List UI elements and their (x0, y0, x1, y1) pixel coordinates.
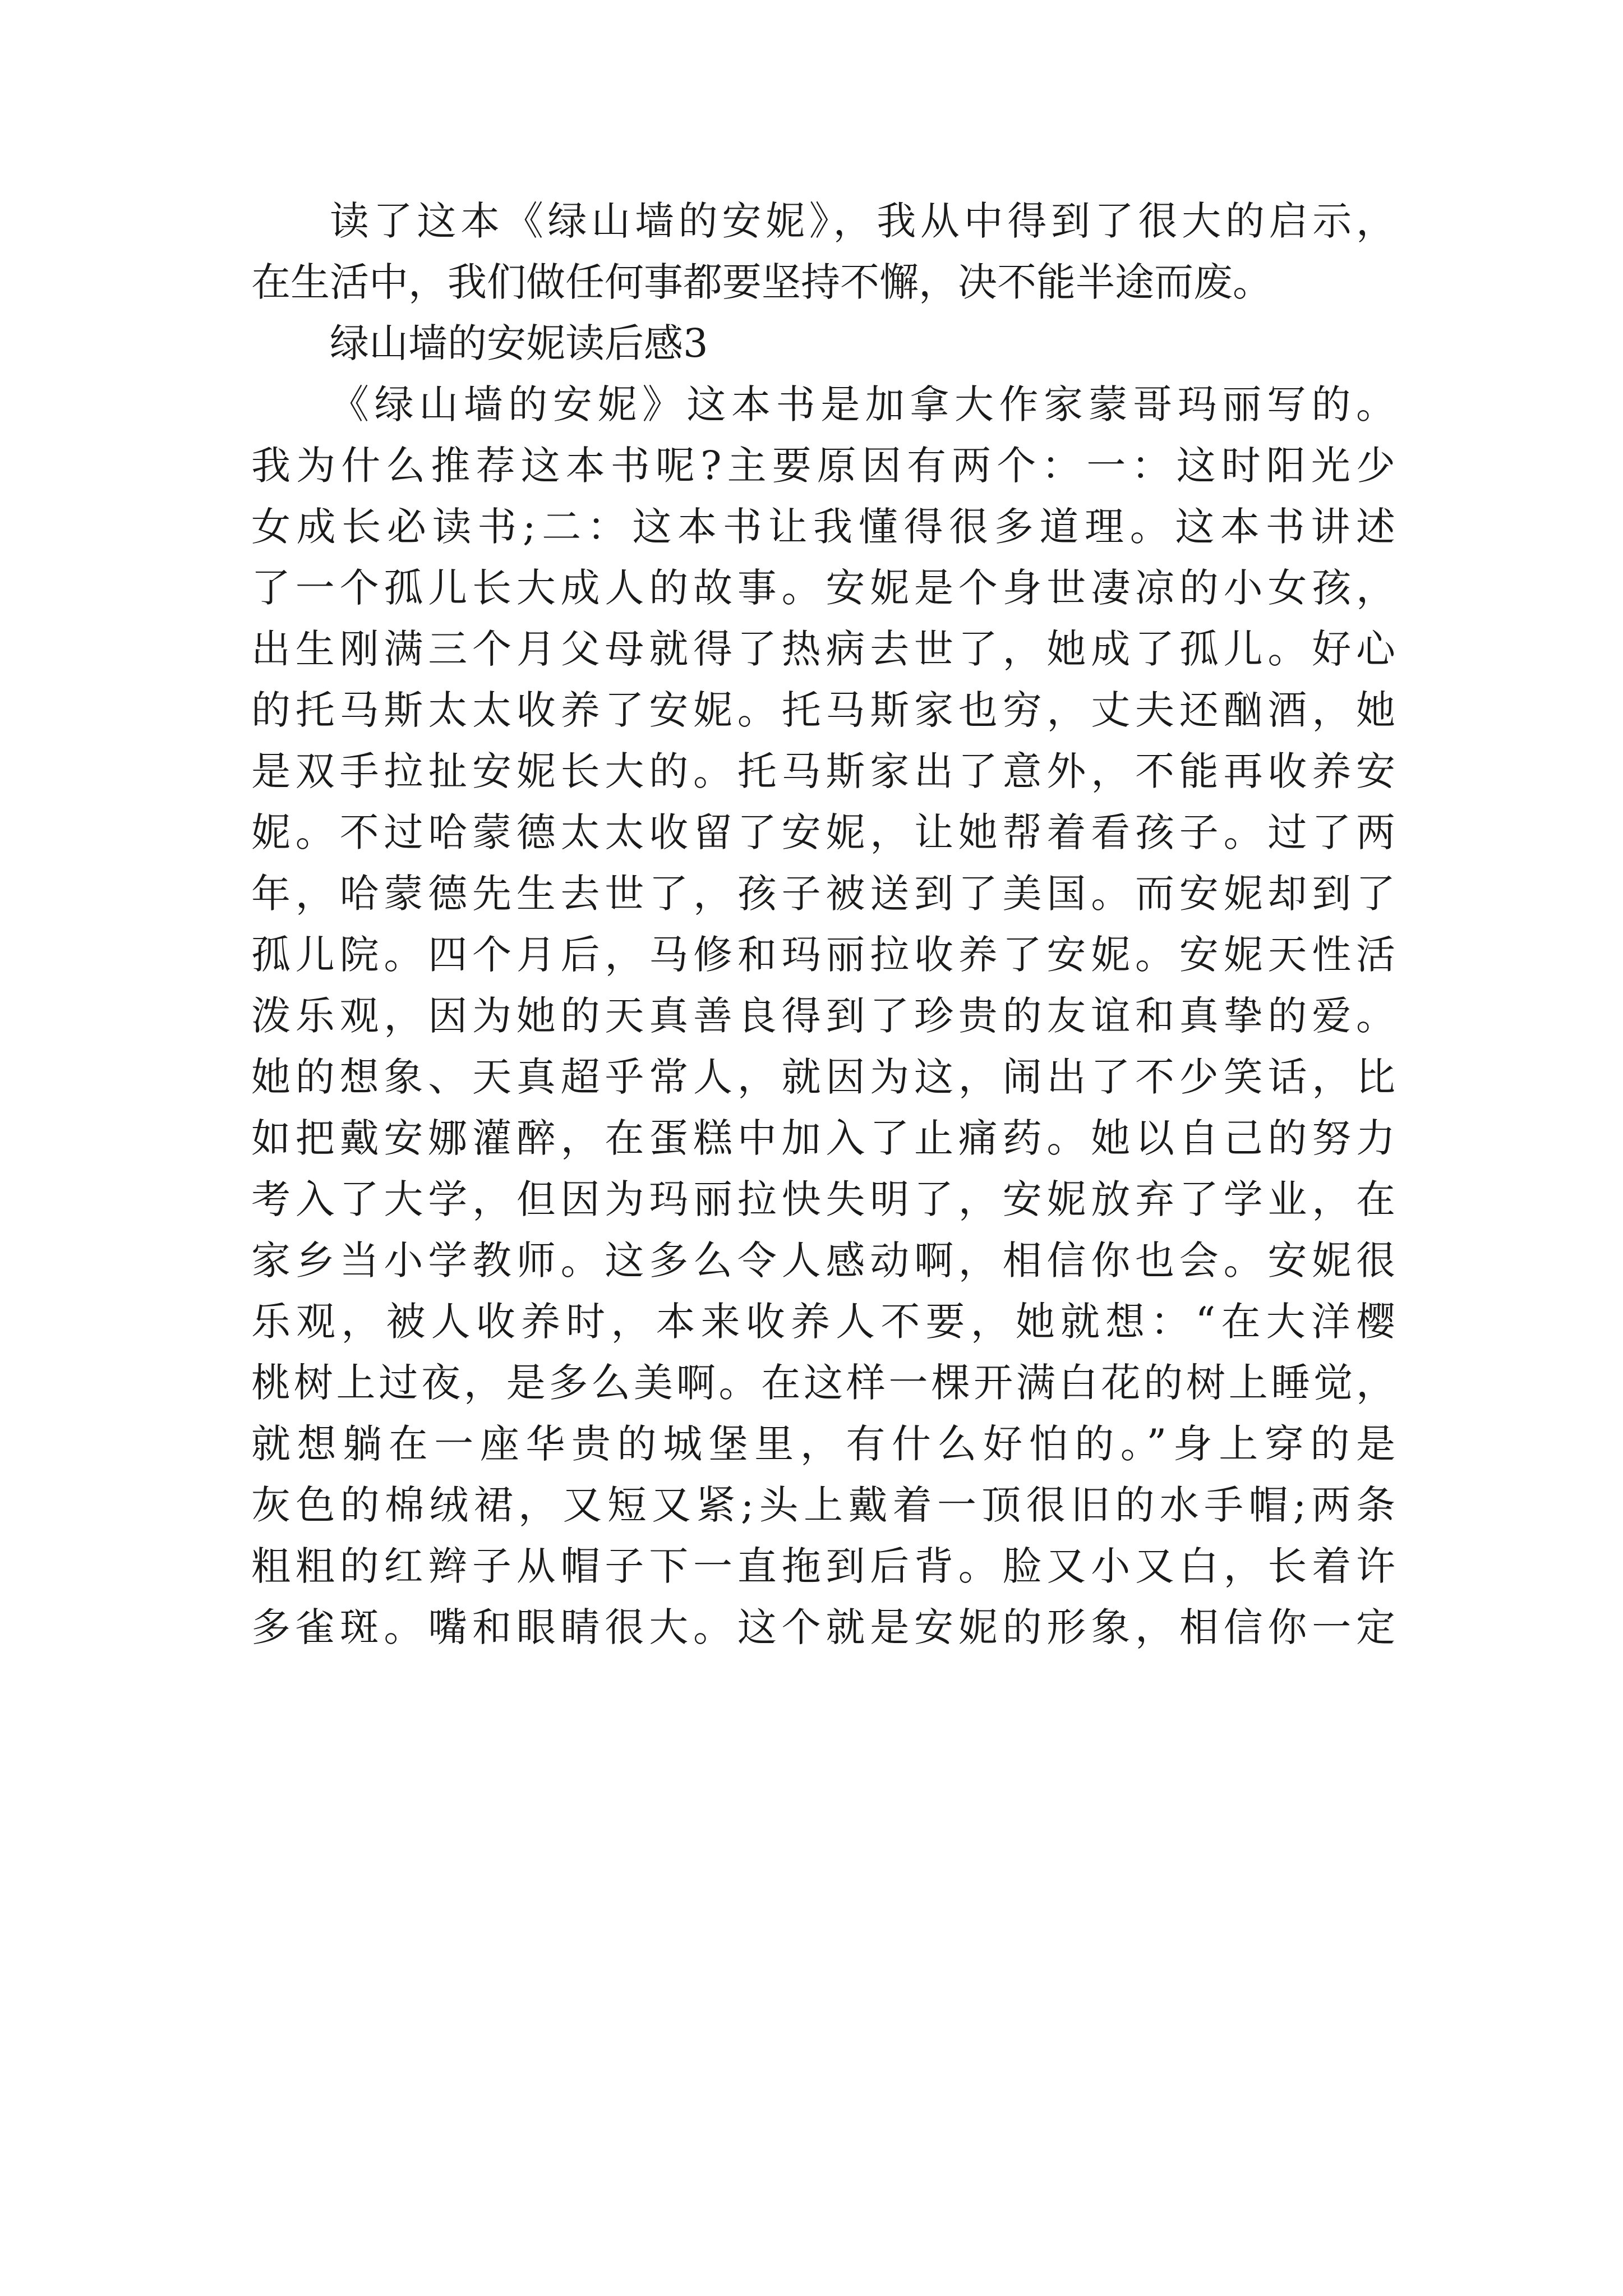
paragraph-line: 桃树上过夜，是多么美啊。在这样一棵开满白花的树上睡觉， (251, 1360, 1395, 1406)
paragraph-line: 妮。不过哈蒙德太太收留了安妮，让她帮着看孩子。过了两 (251, 809, 1395, 855)
paragraph-line: 灰色的棉绒裙，又短又紧;头上戴着一顶很旧的水手帽;两条 (251, 1482, 1395, 1528)
paragraph-line: 孤儿院。四个月后，马修和玛丽拉收养了安妮。安妮天性活 (251, 932, 1395, 978)
paragraph-line: 如把戴安娜灌醉，在蛋糕中加入了止痛药。她以自己的努力 (251, 1115, 1395, 1161)
paragraph-line: 她的想象、天真超乎常人，就因为这，闹出了不少笑话，比 (251, 1054, 1395, 1100)
paragraph-line: 家乡当小学教师。这多么令人感动啊，相信你也会。安妮很 (251, 1237, 1395, 1283)
paragraph-line: 粗粗的红辫子从帽子下一直拖到后背。脸又小又白，长着许 (251, 1543, 1395, 1589)
paragraph-line: 的托马斯太太收养了安妮。托马斯家也穷，丈夫还酗酒，她 (251, 687, 1395, 733)
paragraph-line: 我为什么推荐这本书呢?主要原因有两个：一：这时阳光少 (251, 443, 1395, 489)
paragraph-line: 年，哈蒙德先生去世了，孩子被送到了美国。而安妮却到了 (251, 871, 1395, 917)
body-text (251, 191, 1395, 1658)
paragraph-line: 就想躺在一座华贵的城堡里，有什么好怕的。”身上穿的是 (251, 1421, 1395, 1467)
paragraph-line: 了一个孤儿长大成人的故事。安妮是个身世凄凉的小女孩， (251, 565, 1395, 611)
paragraph-line: 《绿山墙的安妮》这本书是加拿大作家蒙哥玛丽写的。 (330, 381, 1395, 427)
paragraph-line: 泼乐观，因为她的天真善良得到了珍贵的友谊和真挚的爱。 (251, 993, 1395, 1039)
paragraph-line: 乐观，被人收养时，本来收养人不要，她就想：“在大洋樱 (251, 1299, 1395, 1345)
paragraph-line: 女成长必读书;二：这本书让我懂得很多道理。这本书讲述 (251, 504, 1395, 550)
paragraph-line: 出生刚满三个月父母就得了热病去世了，她成了孤儿。好心 (251, 626, 1395, 672)
paragraph-line: 在生活中，我们做任何事都要坚持不懈，决不能半途而废。 (251, 259, 1272, 305)
paragraph-line: 多雀斑。嘴和眼睛很大。这个就是安妮的形象，相信你一定 (251, 1604, 1395, 1650)
paragraph-line: 是双手拉扯安妮长大的。托马斯家出了意外，不能再收养安 (251, 748, 1395, 794)
paragraph-line: 考入了大学，但因为玛丽拉快失明了，安妮放弃了学业，在 (251, 1176, 1395, 1222)
section-heading: 绿山墙的安妮读后感3 (330, 320, 708, 366)
paragraph-line: 读了这本《绿山墙的安妮》，我从中得到了很大的启示， (330, 198, 1395, 244)
